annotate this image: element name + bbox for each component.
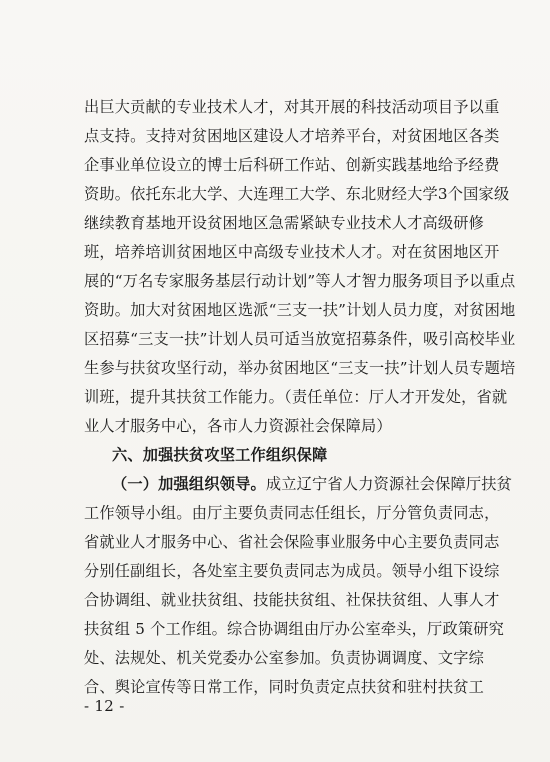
text-line-16: 合协调组、就业扶贫组、技能扶贫组、社保扶贫组、人事人才: [84, 591, 500, 609]
subsection-text: 成立辽宁省人力资源社会保障厅扶贫: [265, 475, 513, 493]
section-heading: 六、加强扶贫攻坚工作组织保障: [112, 446, 328, 464]
text-line-6: 班，培养培训贫困地区中高级专业技术人才。对在贫困地区开: [84, 243, 500, 261]
text-line-14: 省就业人才服务中心、省社会保险事业服务中心主要负责同志: [84, 533, 500, 551]
text-line-5: 继续教育基地开设贫困地区急需紧缺专业技术人才高级研修: [84, 214, 485, 232]
text-line-18: 处、法规处、机关党委办公室参加。负责协调调度、文字综: [84, 649, 485, 667]
text-line-3: 企事业单位设立的博士后科研工作站、创新实践基地给予经费: [84, 156, 500, 174]
text-line-17: 扶贫组 5 个工作组。综合协调组由厅办公室牵头，厅政策研究: [84, 620, 504, 638]
text-line-15: 分别任副组长，各处室主要负责同志为成员。领导小组下设综: [84, 562, 500, 580]
text-line-4: 资助。依托东北大学、大连理工大学、东北财经大学3个国家级: [84, 185, 510, 203]
text-line-13: 工作领导小组。由厅主要负责同志任组长，厅分管负责同志，: [84, 504, 500, 522]
page-number: - 12 -: [84, 697, 125, 715]
text-line-10: 生参与扶贫攻坚行动，举办贫困地区“三支一扶”计划人员专题培: [84, 359, 516, 377]
subsection-line: [84, 470, 513, 499]
document-body: [84, 93, 516, 702]
text-line-7: 展的“万名专家服务基层行动计划”等人才智力服务项目予以重点: [84, 272, 516, 290]
text-line-1: 出巨大贡献的专业技术人才，对其开展的科技活动项目予以重: [84, 98, 500, 116]
subsection-title: （一）加强组织领导。: [112, 475, 266, 493]
text-line-12: 业人才服务中心，各市人力资源社会保障局）: [84, 417, 392, 435]
text-line-19: 合、舆论宣传等日常工作，同时负责定点扶贫和驻村扶贫工: [84, 678, 485, 696]
text-line-8: 资助。加大对贫困地区选派“三支一扶”计划人员力度，对贫困地: [84, 301, 516, 319]
text-line-11: 训班，提升其扶贫工作能力。（责任单位：厅人才开发处，省就: [84, 388, 508, 406]
text-line-2: 点支持。支持对贫困地区建设人才培养平台，对贫困地区各类: [84, 127, 500, 145]
text-line-9: 区招募“三支一扶”计划人员可适当放宽招募条件，吸引高校毕业: [84, 330, 516, 348]
